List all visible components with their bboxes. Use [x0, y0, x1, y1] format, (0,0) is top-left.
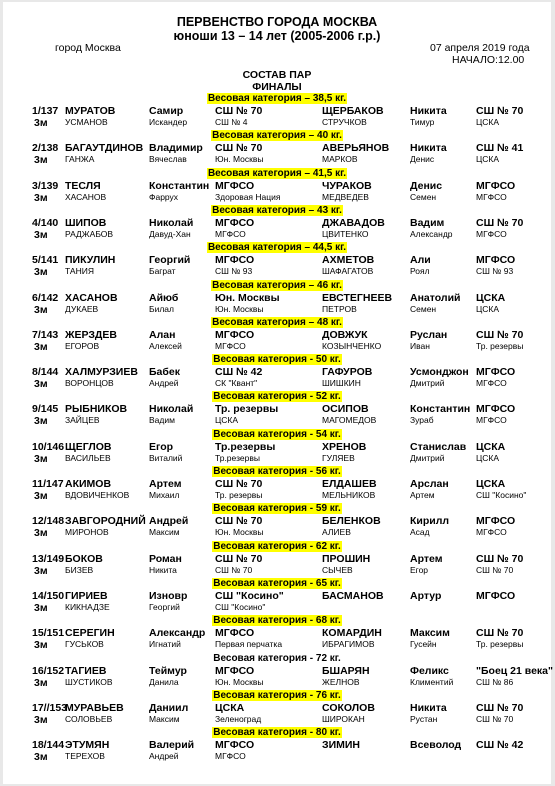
weight-category-label: Весовая категория - 72 кг. [213, 652, 341, 664]
blue-club: МГФСО [476, 515, 516, 528]
blue-opponent-club: Тр. резервы [476, 639, 524, 650]
red-name: Даниил [149, 701, 189, 714]
blue-opponent-name: Климентий [410, 676, 454, 687]
red-opponent-club: СШ № 4 [215, 117, 248, 127]
red-opponent-name: Баграт [149, 266, 176, 277]
blue-surname: БЕЛЕНКОВ [322, 515, 381, 528]
weight-category-label: Весовая категория – 41,5 кг. [207, 167, 347, 179]
red-opponent-club: СШ № 93 [215, 266, 253, 277]
blue-name: Усмонджон [410, 366, 469, 379]
blue-club: СШ № 70 [476, 701, 524, 714]
red-name: Егор [149, 440, 174, 453]
blue-name: Руслан [410, 328, 448, 341]
blue-opponent-name: Рустан [410, 713, 438, 724]
red-name: Айюб [149, 291, 179, 304]
blue-opponent-surname: ШАФАГАТОВ [322, 266, 374, 277]
red-name: Роман [149, 552, 182, 565]
red-opponent-club: Тр.резервы [215, 452, 260, 463]
red-club: МГФСО [215, 664, 255, 677]
red-opponent-name: Фаррух [149, 191, 179, 202]
mat-label: 3м [34, 117, 48, 129]
weight-category-label: Весовая категория - 65 кг. [213, 577, 341, 589]
red-opponent-club: Юн. Москвы [215, 676, 264, 687]
blue-name: Никита [410, 105, 447, 117]
weight-category [3, 503, 551, 514]
weight-category [3, 280, 551, 291]
red-surname: ЭТУМЯН [65, 739, 110, 752]
blue-opponent-club: ЦСКА [476, 117, 500, 127]
weight-category-label: Весовая категория - 68 кг. [213, 615, 341, 627]
blue-opponent-surname: СЫЧЕВ [322, 564, 353, 575]
mat-label: 3м [34, 676, 48, 689]
red-name: Александр [149, 627, 206, 640]
mat-label: 3м [34, 639, 48, 652]
red-name: Николай [149, 216, 194, 229]
blue-opponent-name: Роял [410, 266, 430, 277]
red-club: МГФСО [215, 739, 255, 752]
blue-surname: ДОВЖУК [322, 328, 368, 341]
red-opponent-club: МГФСО [215, 340, 246, 351]
mat-label: 3м [34, 452, 48, 465]
bout-number: 18/144 [32, 739, 65, 752]
red-opponent-surname: БИЗЕВ [65, 564, 94, 575]
blue-opponent-name: Семен [410, 191, 437, 202]
red-surname: МУРАТОВ [65, 105, 116, 117]
blue-opponent-club: СШ "Косино" [476, 490, 527, 500]
mat-label: 3м [34, 713, 48, 726]
red-opponent-name: Михаил [149, 490, 180, 500]
red-opponent-surname: МИРОНОВ [65, 527, 109, 538]
weight-category [3, 727, 551, 738]
mat-label: 3м [34, 601, 48, 614]
blue-opponent-club: Тр. резервы [476, 340, 524, 351]
blue-surname: ЕЛДАШЕВ [322, 478, 377, 490]
red-surname: ХАСАНОВ [65, 291, 118, 304]
bout-number: 10/146 [32, 440, 65, 453]
mat-label: 3м [34, 751, 48, 764]
red-club: СШ № 70 [215, 478, 263, 490]
red-club: СШ № 42 [215, 366, 263, 379]
red-opponent-surname: ЗАЙЦЕВ [65, 415, 100, 426]
red-opponent-name: Давуд-Хан [149, 228, 191, 239]
red-opponent-surname: ВОРОНЦОВ [65, 378, 114, 389]
blue-surname: ОСИПОВ [322, 403, 369, 416]
red-opponent-name: Вячеслав [149, 154, 187, 165]
blue-opponent-name: Тимур [410, 117, 435, 127]
red-name: Константин [149, 179, 210, 192]
red-name: Теймур [149, 664, 187, 677]
red-opponent-club: СК "Квант" [215, 378, 258, 389]
mat-label: 3м [34, 527, 48, 540]
red-club: Тр.резервы [215, 440, 276, 453]
weight-category [3, 429, 551, 440]
red-opponent-surname: ТАНИЯ [65, 266, 94, 277]
start-time: НАЧАЛО:12.00 [452, 54, 525, 66]
red-surname: РЫБНИКОВ [65, 403, 128, 416]
red-opponent-club: Юн. Москвы [215, 527, 264, 538]
blue-opponent-name: Гусейн [410, 639, 437, 650]
red-opponent-surname: ТЕРЕХОВ [65, 751, 105, 762]
blue-club: МГФСО [476, 179, 516, 192]
blue-club: СШ № 70 [476, 552, 524, 565]
red-name: Владимир [149, 142, 203, 155]
blue-opponent-surname: ГУЛЯЕВ [322, 452, 355, 463]
bout-number: 13/149 [32, 552, 65, 565]
red-name: Самир [149, 105, 184, 117]
blue-club: МГФСО [476, 366, 516, 379]
red-name: Андрей [149, 515, 189, 528]
red-surname: ТАГИЕВ [65, 664, 107, 677]
red-opponent-name: Андрей [149, 378, 179, 389]
blue-opponent-name: Егор [410, 564, 429, 575]
blue-surname: ЕВСТЕГНЕЕВ [322, 291, 393, 304]
red-opponent-club: СШ "Косино" [215, 601, 266, 612]
red-opponent-surname: ВАСИЛЬЕВ [65, 452, 111, 463]
red-opponent-club: МГФСО [215, 228, 246, 239]
red-club: МГФСО [215, 216, 255, 229]
blue-opponent-club: ЦСКА [476, 452, 500, 463]
red-name: Валерий [149, 739, 195, 752]
blue-opponent-surname: МАРКОВ [322, 154, 358, 165]
blue-surname: БАСМАНОВ [322, 589, 384, 602]
red-name: Алан [149, 328, 176, 341]
red-surname: ПИКУЛИН [65, 254, 116, 267]
weight-category-label: Весовая категория – 44,5 кг. [207, 242, 347, 254]
mat-label: 3м [34, 228, 48, 241]
mat-label: 3м [34, 564, 48, 577]
red-opponent-club: ЦСКА [215, 415, 239, 426]
blue-club: СШ № 41 [476, 142, 524, 155]
red-club: Юн. Москвы [215, 291, 280, 304]
red-opponent-surname: РАДЖАБОВ [65, 228, 114, 239]
blue-surname: ХРЕНОВ [322, 440, 367, 453]
blue-name: Али [410, 254, 431, 267]
mat-label: 3м [34, 303, 48, 316]
blue-club: СШ № 70 [476, 627, 524, 640]
blue-opponent-surname: ШИРОКАН [322, 713, 365, 724]
blue-opponent-club: МГФСО [476, 191, 507, 202]
bout-number: 3/139 [32, 179, 59, 192]
city-label: город Москва [55, 42, 121, 54]
blue-opponent-club: СШ № 70 [476, 713, 514, 724]
weight-category-label: Весовая категория – 43 кг. [212, 204, 342, 216]
weight-category-label: Весовая категория – 48 кг. [212, 316, 342, 328]
weight-category-label: Весовая категория - 50 кг. [213, 354, 341, 366]
blue-surname: ЗИМИН [322, 739, 361, 752]
bout-number: 11/147 [32, 478, 64, 490]
red-opponent-name: Никита [149, 564, 177, 575]
red-surname: ЩЕГЛОВ [65, 440, 112, 453]
weight-category-label: Весовая категория - 80 кг. [213, 727, 341, 739]
red-name: Бабек [149, 366, 180, 379]
blue-opponent-club: МГФСО [476, 415, 507, 426]
blue-club: СШ № 70 [476, 216, 524, 229]
red-opponent-name: Андрей [149, 751, 179, 762]
red-opponent-club: Юн. Москвы [215, 303, 264, 314]
blue-name: Станислав [410, 440, 467, 453]
mat-label: 3м [34, 266, 48, 279]
weight-category [3, 615, 551, 626]
red-opponent-surname: ЕГОРОВ [65, 340, 100, 351]
red-club: СШ № 70 [215, 515, 263, 528]
blue-opponent-name: Дмитрий [410, 378, 445, 389]
blue-club: СШ № 70 [476, 105, 524, 117]
blue-opponent-surname: ИБРАГИМОВ [322, 639, 375, 650]
weight-category-label: Весовая категория - 56 кг. [213, 466, 341, 477]
blue-opponent-club: СШ № 93 [476, 266, 514, 277]
weight-category [3, 317, 551, 328]
red-opponent-name: Игнатий [149, 639, 181, 650]
section-title: СОСТАВ ПАР [242, 69, 312, 81]
red-club: МГФСО [215, 328, 255, 341]
red-opponent-name: Виталий [149, 452, 183, 463]
bout-number: 9/145 [32, 403, 59, 416]
document-page [3, 2, 551, 784]
bout-number: 14/150 [32, 589, 65, 602]
weight-category [3, 93, 551, 104]
weight-category [3, 541, 551, 552]
blue-club: ЦСКА [476, 478, 506, 490]
blue-surname: КОМАРДИН [322, 627, 382, 640]
document-subtitle: юноши 13 – 14 лет (2005-2006 г.р.) [173, 29, 381, 43]
red-club: СШ № 70 [215, 142, 263, 155]
red-surname: АКИМОВ [65, 478, 112, 490]
red-opponent-surname: ДУКАЕВ [65, 303, 99, 314]
blue-name: Константин [410, 403, 471, 416]
red-opponent-name: Вадим [149, 415, 175, 426]
red-surname: ШИПОВ [65, 216, 107, 229]
red-club: МГФСО [215, 254, 255, 267]
bout-number: 12/148 [32, 515, 65, 528]
red-surname: МУРАВЬЕВ [65, 701, 124, 714]
bout-number: 1/137 [32, 105, 59, 117]
blue-name: Феликс [410, 664, 449, 677]
blue-opponent-club: ЦСКА [476, 303, 500, 314]
blue-opponent-surname: МАГОМЕДОВ [322, 415, 377, 426]
weight-category [3, 130, 551, 141]
blue-opponent-club: МГФСО [476, 378, 507, 389]
blue-club: СШ № 42 [476, 739, 524, 752]
red-opponent-name: Максим [149, 527, 180, 538]
blue-club: "Боец 21 века" [476, 664, 553, 677]
blue-opponent-surname: ЖЕЛНОВ [322, 676, 360, 687]
blue-opponent-club: МГФСО [476, 228, 507, 239]
weight-category-label: Весовая категория – 38,5 кг. [207, 93, 347, 104]
blue-opponent-name: Асад [410, 527, 430, 538]
blue-opponent-name: Александр [410, 228, 453, 239]
blue-name: Арслан [410, 478, 449, 490]
blue-club: МГФСО [476, 254, 516, 267]
red-opponent-surname: ВДОВИЧЕНКОВ [65, 490, 130, 500]
blue-name: Вадим [410, 216, 445, 229]
blue-surname: АВЕРЬЯНОВ [322, 142, 390, 155]
blue-surname: ЧУРАКОВ [322, 179, 372, 192]
red-club: МГФСО [215, 179, 255, 192]
bout-number: 4/140 [32, 216, 59, 229]
blue-surname: ГАФУРОВ [322, 366, 373, 379]
red-opponent-surname: ГУСЬКОВ [65, 639, 104, 650]
blue-surname: СОКОЛОВ [322, 701, 375, 714]
blue-opponent-club: СШ № 70 [476, 564, 514, 575]
red-opponent-name: Билал [149, 303, 174, 314]
weight-category [3, 205, 551, 216]
red-opponent-name: Алексей [149, 340, 182, 351]
mat-label: 3м [34, 415, 48, 428]
blue-opponent-surname: КОЗЫНЧЕНКО [322, 340, 382, 351]
bout-number: 5/141 [32, 254, 59, 267]
mat-label: 3м [34, 154, 48, 167]
blue-surname: ПРОШИН [322, 552, 371, 565]
weight-category-label: Весовая категория - 76 кг. [213, 689, 341, 701]
event-date: 07 апреля 2019 года [430, 42, 530, 54]
red-opponent-club: МГФСО [215, 751, 246, 762]
blue-opponent-name: Денис [410, 154, 435, 165]
bout-number: 2/138 [32, 142, 59, 155]
blue-opponent-surname: СТРУЧКОВ [322, 117, 367, 127]
weight-category [3, 168, 551, 179]
red-opponent-club: Тр. резервы [215, 490, 263, 500]
blue-opponent-name: Артем [410, 490, 435, 500]
red-club: СШ "Косино" [215, 589, 284, 602]
blue-club: МГФСО [476, 589, 516, 602]
red-surname: ЗАВГОРОДНИЙ [65, 515, 146, 528]
blue-name: Никита [410, 701, 447, 714]
blue-club: СШ № 70 [476, 328, 524, 341]
blue-name: Артем [410, 552, 443, 565]
blue-name: Максим [410, 627, 450, 640]
weight-category [3, 690, 551, 701]
blue-opponent-name: Семен [410, 303, 437, 314]
red-club: МГФСО [215, 627, 255, 640]
red-opponent-club: Зеленоград [215, 713, 262, 724]
weight-category [3, 391, 551, 402]
mat-label: 3м [34, 490, 48, 502]
weight-category [3, 466, 551, 477]
red-club: СШ № 70 [215, 552, 263, 565]
blue-opponent-club: МГФСО [476, 527, 507, 538]
weight-category [3, 578, 551, 589]
bout-number: 6/142 [32, 291, 59, 304]
blue-opponent-name: Дмитрий [410, 452, 445, 463]
weight-category-label: Весовая категория - 62 кг. [213, 540, 341, 552]
red-surname: БОКОВ [65, 552, 103, 565]
red-surname: СЕРЕГИН [65, 627, 115, 640]
red-opponent-name: Максим [149, 713, 180, 724]
mat-label: 3м [34, 378, 48, 391]
blue-opponent-surname: АЛИЕВ [322, 527, 351, 538]
weight-category-label: Весовая категория – 46 кг. [212, 279, 342, 291]
red-name: Георгий [149, 254, 191, 267]
blue-opponent-surname: ЦВИТЕНКО [322, 228, 369, 239]
blue-name: Всеволод [410, 739, 462, 752]
document-title: ПЕРВЕНСТВО ГОРОДА МОСКВА [176, 15, 378, 29]
red-opponent-club: Здоровая Нация [215, 191, 281, 202]
weight-category [3, 242, 551, 253]
red-name: Изновр [149, 589, 188, 602]
red-opponent-surname: УСМАНОВ [65, 117, 108, 127]
blue-name: Денис [410, 179, 443, 192]
red-club: Тр. резервы [215, 403, 279, 416]
red-opponent-name: Искандер [149, 117, 188, 127]
blue-name: Никита [410, 142, 447, 155]
red-opponent-club: СШ № 70 [215, 564, 253, 575]
bout-number: 17//153 [32, 701, 68, 714]
blue-opponent-club: ЦСКА [476, 154, 500, 165]
blue-surname: БШАРЯН [322, 664, 370, 677]
red-opponent-surname: СОЛОВЬЕВ [65, 713, 113, 724]
bout-number: 16/152 [32, 664, 65, 677]
red-name: Николай [149, 403, 194, 416]
red-surname: ТЕСЛЯ [65, 179, 101, 192]
blue-opponent-club: СШ № 86 [476, 676, 514, 687]
blue-club: ЦСКА [476, 291, 506, 304]
blue-surname: АХМЕТОВ [322, 254, 375, 267]
bout-number: 15/151 [32, 627, 65, 640]
mat-label: 3м [34, 340, 48, 353]
blue-name: Анатолий [410, 291, 461, 304]
blue-club: ЦСКА [476, 440, 506, 453]
red-opponent-club: Юн. Москвы [215, 154, 264, 165]
red-opponent-surname: КИКНАДЗЕ [65, 601, 110, 612]
blue-club: МГФСО [476, 403, 516, 416]
weight-category-label: Весовая категория - 59 кг. [213, 503, 341, 515]
blue-opponent-surname: МЕДВЕДЕВ [322, 191, 369, 202]
blue-opponent-name: Иван [410, 340, 430, 351]
red-opponent-surname: ХАСАНОВ [65, 191, 107, 202]
red-opponent-name: Георгий [149, 601, 180, 612]
red-name: Артем [149, 478, 182, 490]
blue-name: Артур [410, 589, 442, 602]
blue-surname: ЩЕРБАКОВ [322, 105, 384, 117]
red-club: ЦСКА [215, 701, 245, 714]
red-club: СШ № 70 [215, 105, 263, 117]
stage-title: ФИНАЛЫ [252, 81, 302, 93]
red-surname: ХАЛМУРЗИЕВ [65, 366, 138, 379]
blue-opponent-surname: ШИШКИН [322, 378, 361, 389]
blue-opponent-surname: МЕЛЬНИКОВ [322, 490, 376, 500]
weight-category-label: Весовая категория – 40 кг. [212, 130, 342, 142]
weight-category-label: Весовая категория - 52 кг. [213, 391, 341, 403]
blue-opponent-surname: ПЕТРОВ [322, 303, 357, 314]
weight-category [3, 653, 551, 664]
blue-opponent-name: Зураб [410, 415, 434, 426]
red-surname: БАГАУТДИНОВ [65, 142, 144, 155]
bout-number: 7/143 [32, 328, 59, 341]
weight-category [3, 354, 551, 365]
mat-label: 3м [34, 191, 48, 204]
blue-surname: ДЖАВАДОВ [322, 216, 385, 229]
weight-category-label: Весовая категория - 54 кг. [213, 428, 341, 440]
red-opponent-surname: ГАНЖА [65, 154, 95, 165]
red-opponent-surname: ШУСТИКОВ [65, 676, 113, 687]
red-opponent-club: Первая перчатка [215, 639, 283, 650]
blue-name: Кирилл [410, 515, 450, 528]
red-surname: ГИРИЕВ [65, 589, 108, 602]
red-opponent-name: Данила [149, 676, 179, 687]
red-surname: ЖЕРЗДЕВ [65, 328, 118, 341]
bout-number: 8/144 [32, 366, 59, 379]
